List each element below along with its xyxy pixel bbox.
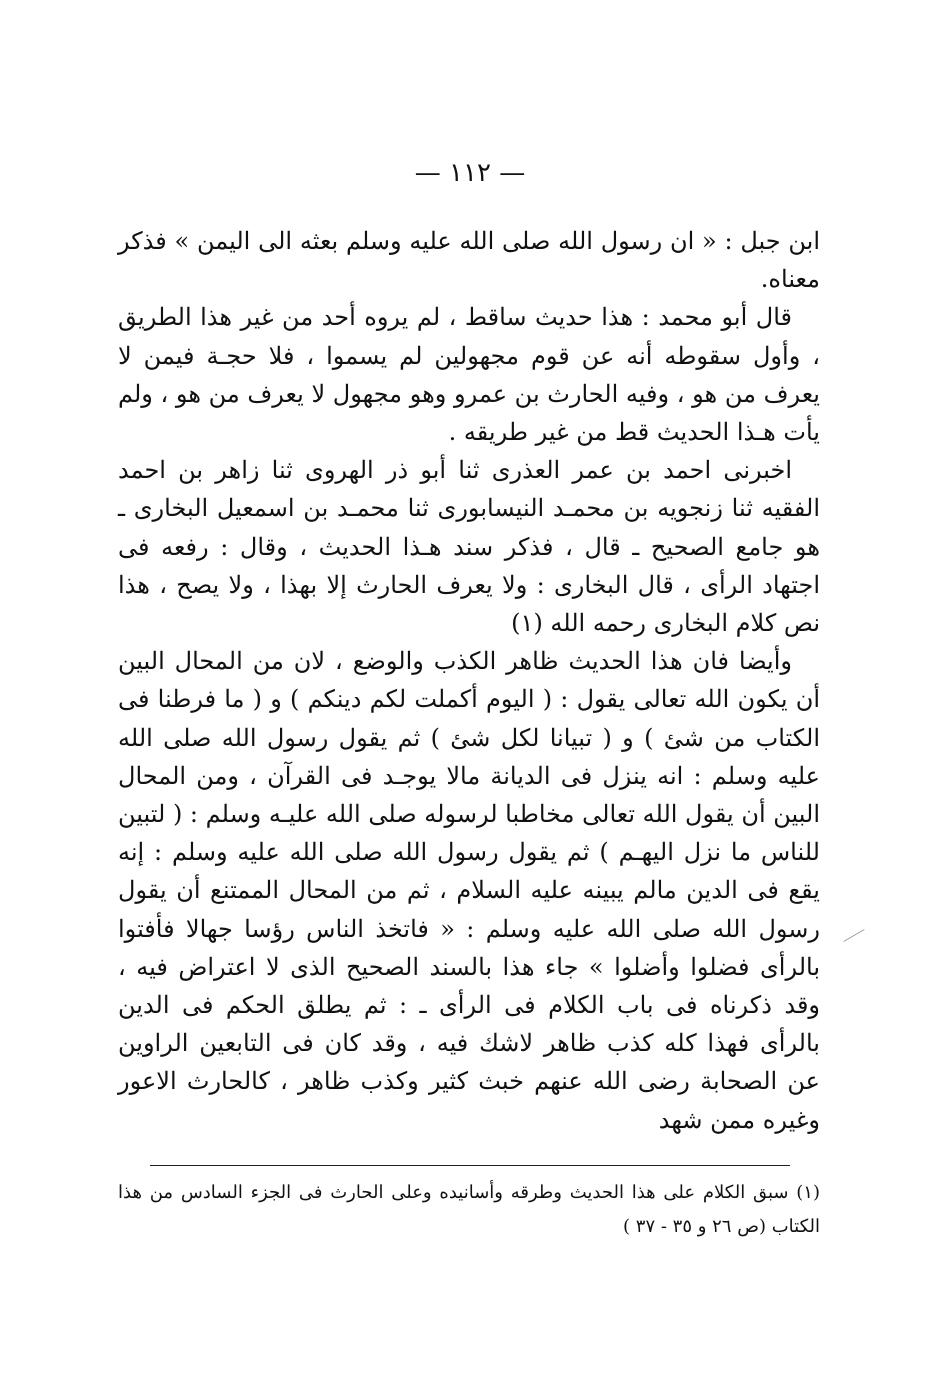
footnote-text: (١) سبق الكلام على هذا الحديث وطرقه وأسانيده وعلى الحارث فى الجزء السادس من هذا الكتاب (ص ٢٦ و ٣٥ - ٣٧ ) xyxy=(118,1182,820,1237)
paragraph: قال أبو محمد : هذا حديث ساقط ، لم يروه أحد من غير هذا الطريق ، وأول سقوطه أنه عن قوم مجهولين لم يسموا ، فلا حجـة فيمن لا يعرف من هو ، وفيه الحارث بن عمرو وهو مجهول لا يعرف من هو ، ولم يأت هـذا الحديث قط من غير طريقه . xyxy=(118,303,820,447)
paragraph: وأيضا فان هذا الحديث ظاهر الكذب والوضع ، لان من المحال البين أن يكون الله تعالى يقول : ( اليوم أكملت لكم دينكم ) و ( ما فرطنا فى الكتاب من شئ ) و ( تبيانا لكل شئ ) ثم يقول رسول الله صلى الله عليه وسلم : انه ينزل فى الديانة مالا يوجـد فى القرآن ، ومن المحال البين أن يقول الله تعالى مخاطبا لرسوله صلى الله عليـه وسلم : ( لتبين للناس ما نزل اليهـم ) ثم يقول رسول الله صلى الله عليه وسلم : إنه يقع فى الدين مالم يبينه عليه السلام ، ثم من المحال الممتنع أن يقول رسول الله صلى الله عليه وسلم : « فاتخذ الناس رؤسا جهالا فأفتوا بالرأى فضلوا وأضلوا » جاء هذا بالسند الصحيح الذى لا اعتراض فيه ، وقد ذكرناه فى باب الكلام فى الرأى ـ : ثم يطلق الحكم فى الدين بالرأى فهذا كله كذب ظاهر لاشك فيه ، وقد كان فى التابعين الراوين عن الصحابة رضى الله عنهم خبث كثير وكذب ظاهر ، كالحارث الاعور وغيره ممن شهد xyxy=(118,647,820,1134)
paragraph: ابن جبل : « ان رسول الله صلى الله عليه وسلم بعثه الى اليمن » فذكر معناه. xyxy=(118,227,820,294)
footnote-separator xyxy=(150,1165,790,1166)
footnote xyxy=(118,1176,820,1244)
body-text xyxy=(118,222,820,1139)
pencil-mark xyxy=(843,929,864,942)
paragraph: اخبرنى احمد بن عمر العذرى ثنا أبو ذر الهروى ثنا زاهر بن احمد الفقيه ثنا زنجويه بن محمـد النيسابورى ثنا محمـد بن اسمعيل البخارى ـ هو جامع الصحيح ـ قال ، فذكر سند هـذا الحديث ، وقال : رفعه فى اجتهاد الرأى ، قال البخارى : ولا يعرف الحارث إلا بهذا ، ولا يصح ، هذا نص كلام البخارى رحمه الله (١) xyxy=(118,456,820,638)
page-number: — ١١٢ — xyxy=(414,158,526,188)
